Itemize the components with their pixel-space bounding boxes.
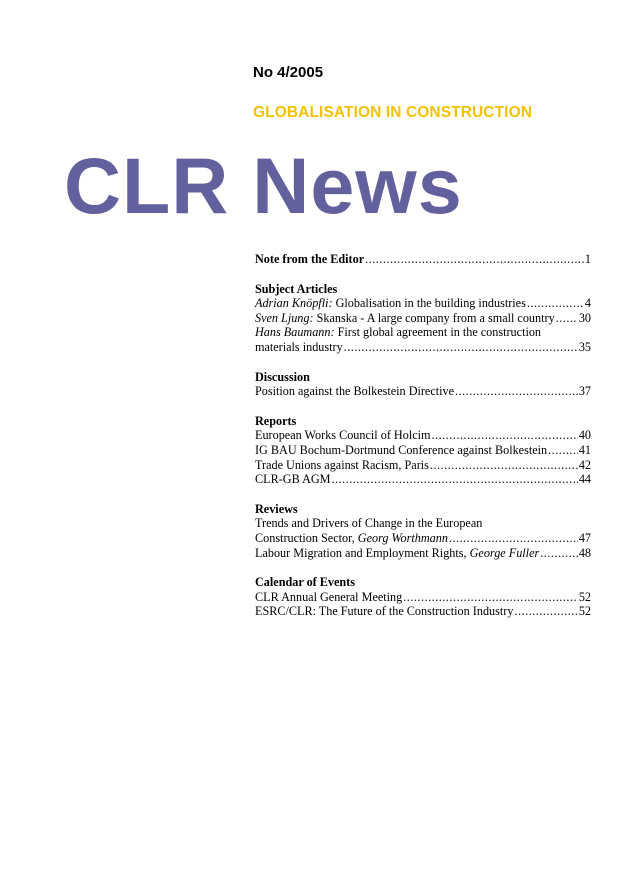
- toc-entry[interactable]: [255, 384, 591, 399]
- issue-theme: GLOBALISATION IN CONSTRUCTION: [253, 104, 533, 121]
- toc-title: European Works Council of Holcim: [255, 428, 431, 443]
- toc-entry[interactable]: [255, 604, 591, 619]
- toc-title: Position against the Bolkestein Directive: [255, 384, 455, 399]
- toc-entry-editor[interactable]: [255, 252, 591, 267]
- toc-leader: [556, 311, 578, 326]
- toc-page-number: 35: [578, 339, 591, 354]
- toc-heading-discussion: Discussion: [255, 369, 310, 384]
- toc-entry[interactable]: [255, 428, 591, 443]
- toc-page-number: 48: [578, 545, 591, 560]
- toc-entry-text: [255, 531, 448, 546]
- toc-entry[interactable]: [255, 340, 591, 355]
- toc-heading-reports: Reports: [255, 413, 297, 428]
- toc-leader: [365, 252, 584, 267]
- toc-entry[interactable]: [255, 546, 591, 561]
- toc-title: Skanska - A large company from a small country: [313, 310, 555, 325]
- toc-page-number: 4: [584, 296, 591, 311]
- toc-heading-subject-articles: Subject Articles: [255, 281, 338, 296]
- toc-page-number: 47: [578, 530, 591, 545]
- toc-title: Construction Sector,: [255, 530, 358, 545]
- toc-title: ESRC/CLR: The Future of the Construction Industry: [255, 604, 514, 619]
- toc-section-editor: [255, 252, 591, 267]
- toc-page-number: 52: [578, 589, 591, 604]
- toc-title: Trade Unions against Racism, Paris: [255, 457, 429, 472]
- toc-page-number: 41: [578, 442, 591, 457]
- toc-section-reviews: [255, 502, 591, 560]
- toc-entry[interactable]: [255, 311, 591, 326]
- toc-author: Georg Worthmann: [357, 530, 448, 545]
- toc-section-reports: [255, 414, 591, 487]
- toc-title: First global agreement in the construction: [334, 325, 542, 340]
- toc-leader: [403, 590, 578, 605]
- toc-leader: [344, 340, 578, 355]
- table-of-contents: [255, 252, 591, 634]
- toc-entry-first-line[interactable]: [255, 516, 591, 531]
- toc-leader: [527, 296, 584, 311]
- toc-page-number: 52: [578, 604, 591, 619]
- toc-title: Trends and Drivers of Change in the European: [255, 516, 483, 531]
- toc-page-number: 37: [578, 384, 591, 399]
- toc-entry-text: [255, 311, 555, 326]
- toc-leader: [514, 604, 577, 619]
- toc-title: CLR-GB AGM: [255, 472, 331, 487]
- toc-entry-first-line[interactable]: [255, 325, 591, 340]
- toc-title: materials industry: [255, 339, 343, 354]
- toc-leader: [449, 531, 578, 546]
- toc-leader: [455, 384, 578, 399]
- masthead-title: CLR News: [64, 141, 463, 230]
- toc-page-number: 30: [578, 310, 591, 325]
- toc-author: Adrian Knöpfli:: [255, 296, 333, 311]
- toc-heading-reviews: Reviews: [255, 501, 298, 516]
- toc-entry-text: [255, 296, 526, 311]
- toc-entry[interactable]: [255, 472, 591, 487]
- toc-title: IG BAU Bochum-Dortmund Conference against Bolkestein: [255, 442, 548, 457]
- toc-section-events: [255, 575, 591, 619]
- toc-section-subject-articles: [255, 282, 591, 355]
- toc-author: Hans Baumann:: [255, 325, 335, 340]
- toc-entry-text: [255, 546, 539, 561]
- toc-page-number: 42: [578, 457, 591, 472]
- toc-section-discussion: [255, 370, 591, 399]
- toc-heading-events: Calendar of Events: [255, 575, 355, 590]
- toc-page-number: 44: [578, 472, 591, 487]
- toc-heading-editor: Note from the Editor: [255, 252, 365, 266]
- toc-leader: [332, 472, 578, 487]
- toc-entry[interactable]: [255, 296, 591, 311]
- toc-leader: [431, 428, 577, 443]
- toc-entry[interactable]: [255, 590, 591, 605]
- toc-author: George Fuller: [469, 545, 540, 560]
- toc-title: Labour Migration and Employment Rights,: [255, 545, 470, 560]
- toc-author: Sven Ljung:: [255, 310, 314, 325]
- toc-entry[interactable]: [255, 443, 591, 458]
- toc-leader: [548, 443, 578, 458]
- toc-page-number: 40: [578, 428, 591, 443]
- toc-leader: [430, 458, 578, 473]
- toc-entry[interactable]: [255, 458, 591, 473]
- toc-title: CLR Annual General Meeting: [255, 589, 403, 604]
- toc-leader: [540, 546, 578, 561]
- issue-number: No 4/2005: [253, 64, 324, 81]
- toc-page-number: 1: [584, 252, 591, 266]
- toc-title: Globalisation in the building industries: [332, 296, 526, 311]
- toc-entry[interactable]: [255, 531, 591, 546]
